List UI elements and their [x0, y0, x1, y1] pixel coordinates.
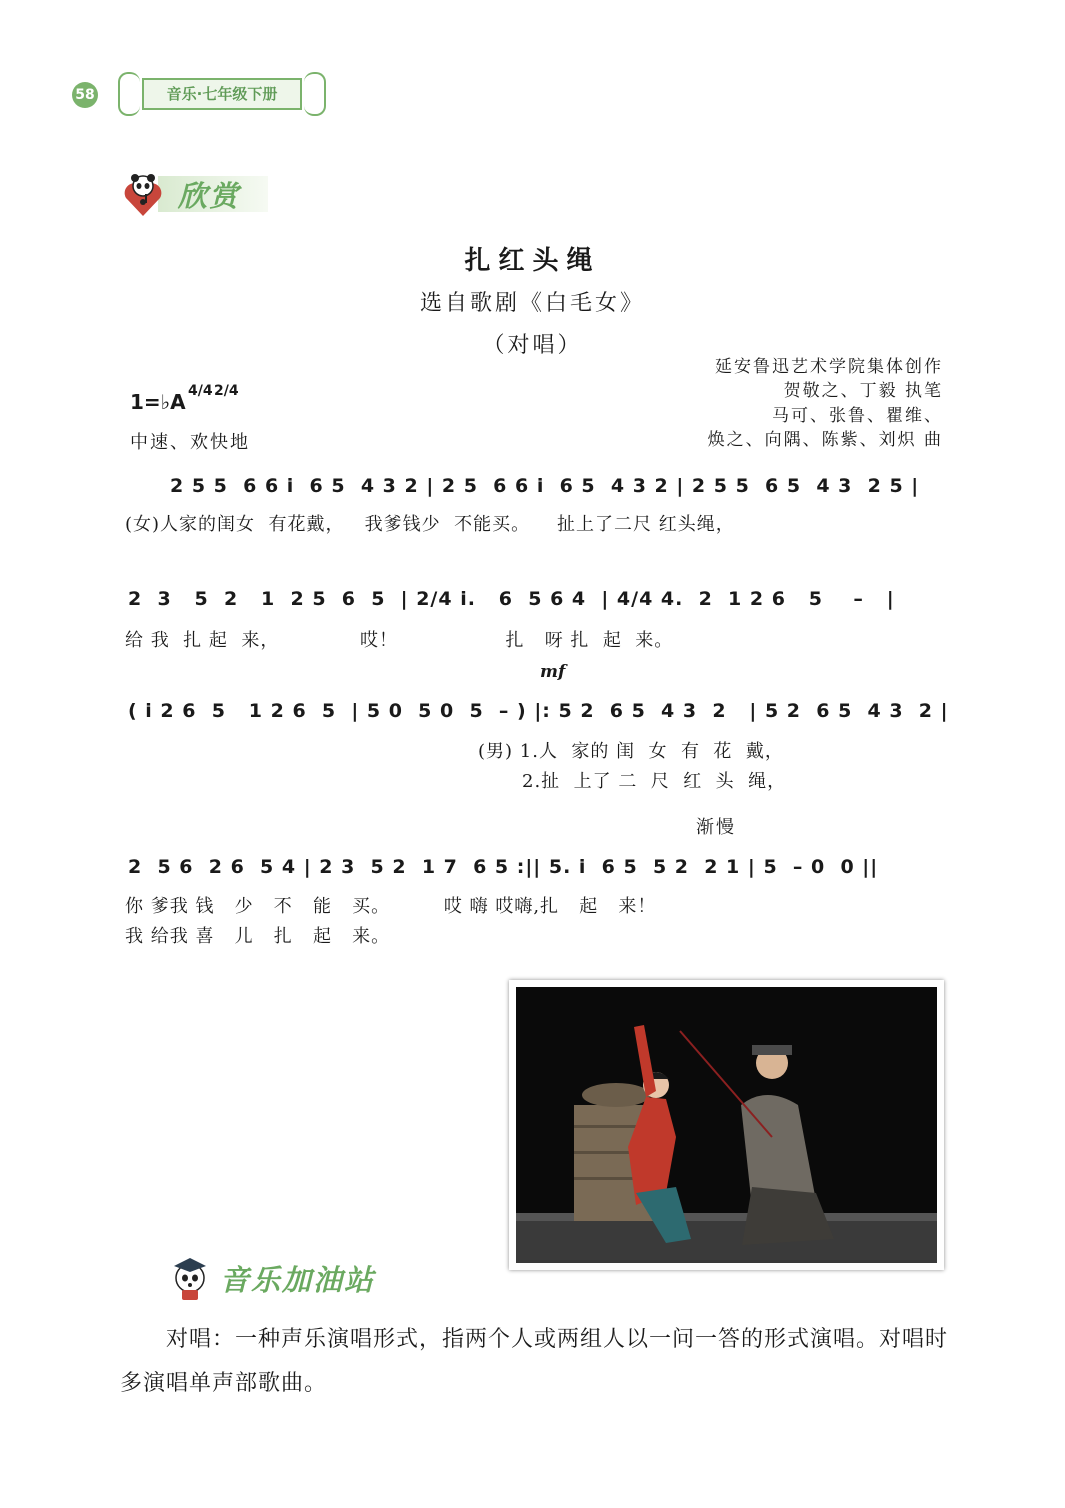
score-line-2-lyrics: 给 我 扎 起 来， 哎！ 扎 呀 扎 起 来。 — [125, 630, 674, 651]
tip-text: 一种声乐演唱形式，指两个人或两组人以一问一答的形式演唱。对唱时多演唱单声部歌曲。 — [120, 1327, 949, 1396]
score-line-1-lyrics: (女)人家的闺女 有花戴， 我爹钱少 不能买。 扯上了二尺 红头绳， — [125, 514, 735, 535]
credit-line-4: 焕之、向隅、陈紫、刘炽 曲 — [707, 430, 943, 450]
ritardando-marking: 渐慢 — [696, 817, 736, 838]
tempo-marking: 中速、欢快地 — [130, 432, 250, 453]
book-title: 音乐·七年级下册 — [142, 78, 302, 110]
tip-section-label: 音乐加油站 — [220, 1263, 376, 1297]
ornament-left — [118, 72, 140, 116]
panda-heart-icon — [120, 172, 166, 218]
score-line-2-notes: 2 3 5 2 1 2 5 6 5 | 2/4 i. 6 5 6 4 | 4/4 4. 2 1 2 6 5 – | — [128, 588, 895, 610]
score-line-3-lyrics-2: 2.扯 上了 二 尺 红 头 绳， — [522, 771, 787, 792]
score-line-4-lyrics-1: 你 爹我 钱 少 不 能 买。 哎 嗨 哎嗨,扎 起 来！ — [125, 896, 657, 917]
credit-line-1: 延安鲁迅艺术学院集体创作 — [715, 357, 943, 377]
tip-term: 对唱： — [166, 1327, 236, 1352]
time-signature-2-4: 2/4 — [214, 383, 239, 399]
score-line-1-notes: 2 5 5 6 6 i 6 5 4 3 2 | 2 5 6 6 i 6 5 4 3 2 | 2 5 5 6 5 4 3 2 5 | — [170, 475, 920, 497]
score-line-3-notes: ( i 2 6 5 1 2 6 5 | 5 0 5 0 5 – ) |: 5 2 6 5 4 3 2 | 5 2 6 5 4 3 2 | — [128, 700, 949, 722]
appreciation-badge — [120, 172, 270, 212]
time-signature-4-4: 4/4 — [188, 383, 213, 399]
book-title-tag — [118, 72, 326, 116]
stage-scene-image — [516, 987, 937, 1263]
page-number: 58 — [72, 82, 98, 108]
key-signature: 1=♭A — [130, 390, 186, 414]
credit-line-3: 马可、张鲁、瞿维、 — [772, 406, 943, 426]
ornament-right — [304, 72, 326, 116]
song-title: 扎红头绳 — [464, 246, 601, 276]
score-line-4-notes: 2 5 6 2 6 5 4 | 2 3 5 2 1 7 6 5 :|| 5. i 6 5 5 2 2 1 | 5 – 0 0 || — [128, 856, 879, 878]
song-form: （对唱） — [482, 333, 583, 358]
opera-stage-photo — [509, 980, 944, 1270]
panda-graduate-icon — [168, 1256, 214, 1302]
dynamic-mf: mf — [540, 662, 566, 682]
music-station-badge — [168, 1256, 398, 1296]
score-line-3-lyrics-1: (男) 1.人 家的 闺 女 有 花 戴， — [478, 741, 784, 762]
song-subtitle: 选自歌剧《白毛女》 — [419, 291, 645, 316]
section-label: 欣赏 — [178, 179, 241, 213]
tip-paragraph — [120, 1318, 950, 1406]
credit-line-2: 贺敬之、丁毅 执笔 — [783, 381, 943, 401]
score-line-4-lyrics-2: 我 给我 喜 儿 扎 起 来。 — [125, 926, 391, 947]
